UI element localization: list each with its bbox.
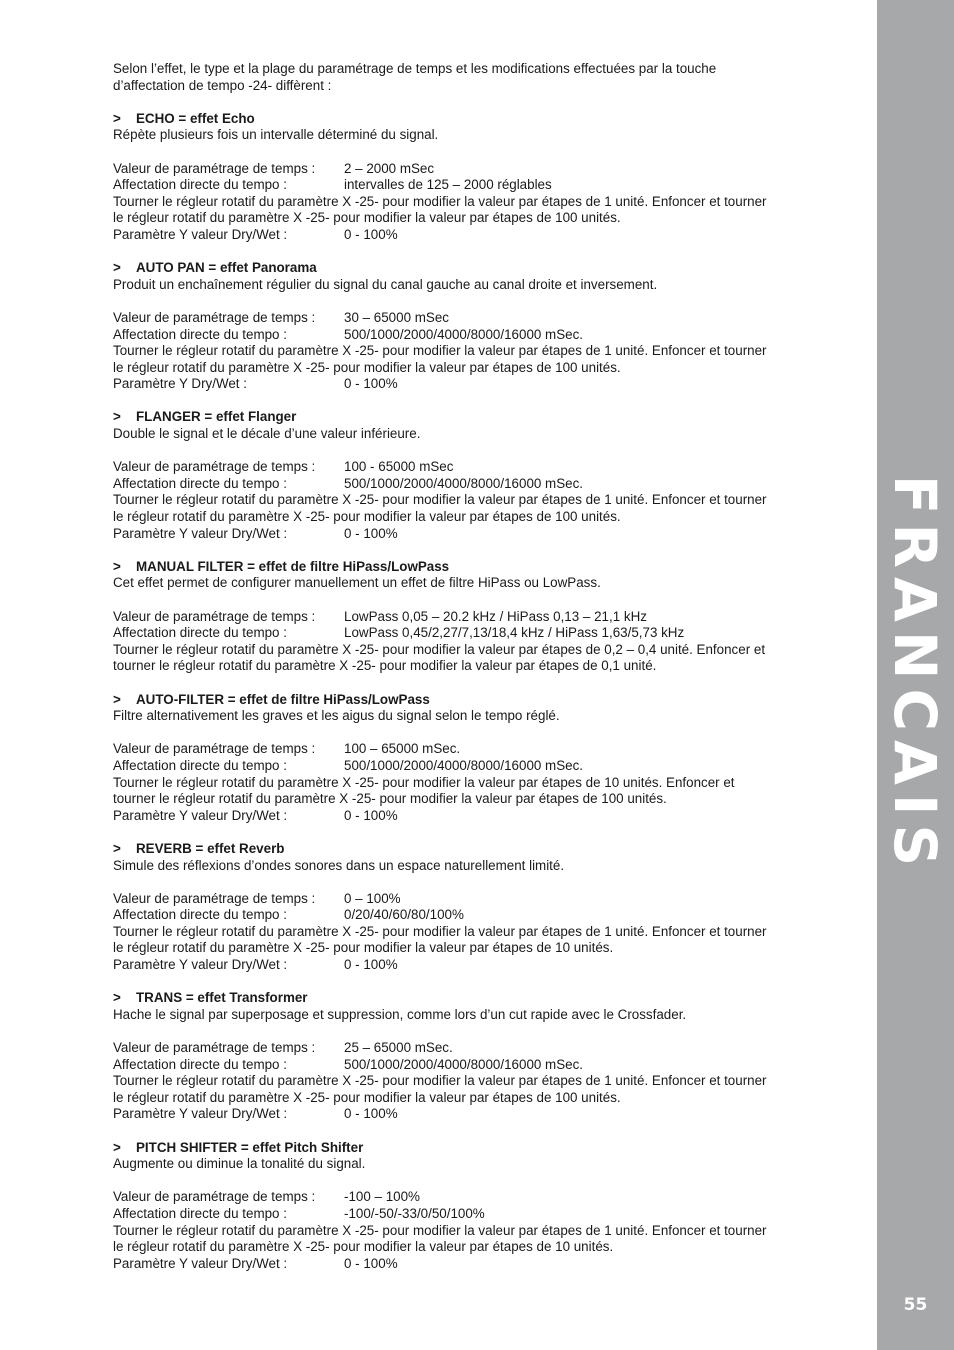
y-parameter-row	[113, 376, 778, 393]
effect-description: Cet effet permet de configurer manuellement un effet de filtre HiPass ou LowPass.	[113, 575, 601, 591]
sidebar-language-title: FRANCAIS	[881, 474, 949, 876]
parameter-value: -100 – 100%	[344, 1189, 420, 1205]
control-instructions: Tourner le régleur rotatif du paramètre X -25- pour modifier la valeur par étapes de 1 unité. Enfoncer et tourner le régleur rotatif du paramètre X -25- pour modifier la valeur par étapes de 100 unités.	[113, 492, 767, 525]
parameter-label: Affectation directe du tempo :	[113, 907, 287, 923]
parameter-value: 2 – 2000 mSec	[344, 160, 435, 176]
chevron-right-icon: >	[113, 840, 121, 856]
y-parameter-label: Paramètre Y valeur Dry/Wet :	[113, 525, 288, 541]
y-parameter-label: Paramètre Y Dry/Wet :	[113, 376, 247, 392]
control-instructions: Tourner le régleur rotatif du paramètre X -25- pour modifier la valeur par étapes de 0,2 – 0,4 unité. Enfoncer et tourner le régleur rotatif du paramètre X -25- pour modifier la valeur par étapes de 0,1 unité.	[113, 641, 766, 674]
parameter-label: Affectation directe du tempo :	[113, 177, 287, 193]
control-instructions: Tourner le régleur rotatif du paramètre X -25- pour modifier la valeur par étapes de 1 unité. Enfoncer et tourner le régleur rotatif du paramètre X -25- pour modifier la valeur par étapes de 10 unités.	[113, 923, 767, 956]
effect-description: Double le signal et le décale d’une valeur inférieure.	[113, 426, 421, 442]
parameter-row	[113, 459, 778, 476]
document-body	[113, 61, 778, 1289]
y-parameter-value: 0 - 100%	[344, 807, 398, 823]
parameter-label: Affectation directe du tempo :	[113, 1205, 287, 1221]
parameter-label: Affectation directe du tempo :	[113, 625, 287, 641]
parameter-value: intervalles de 125 – 2000 réglables	[344, 177, 552, 193]
control-instructions: Tourner le régleur rotatif du paramètre X -25- pour modifier la valeur par étapes de 1 unité. Enfoncer et tourner le régleur rotatif du paramètre X -25- pour modifier la valeur par étapes de 10 unités.	[113, 1222, 767, 1255]
page-number: 55	[903, 1295, 928, 1315]
y-parameter-row	[113, 1106, 778, 1123]
parameter-row	[113, 177, 778, 194]
y-parameter-label: Paramètre Y valeur Dry/Wet :	[113, 1106, 288, 1122]
parameter-label: Valeur de paramétrage de temps :	[113, 741, 316, 757]
parameter-row	[113, 625, 778, 642]
effect-heading-text: AUTO PAN = effet Panorama	[136, 260, 317, 276]
parameter-label: Valeur de paramétrage de temps :	[113, 1189, 316, 1205]
effect-heading	[113, 1140, 778, 1157]
effect-section	[113, 990, 778, 1123]
parameter-value: 0 – 100%	[344, 890, 401, 906]
parameter-row	[113, 1206, 778, 1223]
parameter-label: Affectation directe du tempo :	[113, 475, 287, 491]
parameter-row	[113, 907, 778, 924]
parameter-value: -100/-50/-33/0/50/100%	[344, 1205, 485, 1221]
effect-heading	[113, 692, 778, 709]
parameter-label: Valeur de paramétrage de temps :	[113, 890, 316, 906]
effect-heading-text: AUTO-FILTER = effet de filtre HiPass/LowPass	[136, 691, 430, 707]
y-parameter-label: Paramètre Y valeur Dry/Wet :	[113, 957, 288, 973]
parameter-row	[113, 609, 778, 626]
effect-heading	[113, 111, 778, 128]
y-parameter-row	[113, 227, 778, 244]
parameter-value: LowPass 0,05 – 20.2 kHz / HiPass 0,13 – 21,1 kHz	[344, 608, 647, 624]
y-parameter-label: Paramètre Y valeur Dry/Wet :	[113, 226, 288, 242]
parameter-row	[113, 310, 778, 327]
control-instructions: Tourner le régleur rotatif du paramètre X -25- pour modifier la valeur par étapes de 1 unité. Enfoncer et tourner le régleur rotatif du paramètre X -25- pour modifier la valeur par étapes de 100 unités.	[113, 343, 767, 375]
y-parameter-row	[113, 526, 778, 543]
effect-description: Filtre alternativement les graves et les aigus du signal selon le tempo réglé.	[113, 708, 560, 724]
chevron-right-icon: >	[113, 990, 121, 1006]
effect-description: Augmente ou diminue la tonalité du signal.	[113, 1156, 366, 1172]
y-parameter-row	[113, 808, 778, 825]
parameter-row	[113, 758, 778, 775]
parameter-label: Valeur de paramétrage de temps :	[113, 1040, 316, 1056]
parameter-row	[113, 891, 778, 908]
parameter-label: Affectation directe du tempo :	[113, 326, 287, 342]
effect-section	[113, 559, 778, 675]
control-instructions: Tourner le régleur rotatif du paramètre X -25- pour modifier la valeur par étapes de 1 unité. Enfoncer et tourner le régleur rotatif du paramètre X -25- pour modifier la valeur par étapes de 100 unités.	[113, 193, 767, 226]
effect-heading-text: MANUAL FILTER = effet de filtre HiPass/LowPass	[136, 558, 450, 574]
parameter-row	[113, 327, 778, 344]
effect-heading-text: PITCH SHIFTER = effet Pitch Shifter	[136, 1139, 364, 1155]
effect-description: Produit un enchaînement régulier du signal du canal gauche au canal droite et inversement.	[113, 276, 658, 292]
effect-heading	[113, 990, 778, 1007]
effect-heading	[113, 841, 778, 858]
parameter-row	[113, 161, 778, 178]
parameter-value: 100 – 65000 mSec.	[344, 741, 461, 757]
parameter-label: Affectation directe du tempo :	[113, 1056, 287, 1072]
chevron-right-icon: >	[113, 691, 121, 707]
chevron-right-icon: >	[113, 110, 121, 126]
language-sidebar	[877, 0, 954, 1350]
parameter-value: 0/20/40/60/80/100%	[344, 907, 464, 923]
parameter-row	[113, 1057, 778, 1074]
effect-heading-text: FLANGER = effet Flanger	[136, 409, 297, 425]
effect-heading-text: REVERB = effet Reverb	[136, 840, 285, 856]
parameter-label: Affectation directe du tempo :	[113, 757, 287, 773]
parameter-value: 500/1000/2000/4000/8000/16000 mSec.	[344, 475, 584, 491]
parameter-value: 500/1000/2000/4000/8000/16000 mSec.	[344, 326, 584, 342]
effect-description: Répète plusieurs fois un intervalle déterminé du signal.	[113, 127, 439, 143]
y-parameter-label: Paramètre Y valeur Dry/Wet :	[113, 1255, 288, 1271]
parameter-value: 500/1000/2000/4000/8000/16000 mSec.	[344, 1056, 584, 1072]
y-parameter-value: 0 - 100%	[344, 525, 398, 541]
effect-section	[113, 260, 778, 393]
chevron-right-icon: >	[113, 1139, 121, 1155]
effect-section	[113, 692, 778, 825]
y-parameter-value: 0 - 100%	[344, 376, 398, 392]
parameter-row	[113, 741, 778, 758]
effect-section	[113, 111, 778, 244]
intro-text: Selon l’effet, le type et la plage du paramétrage de temps et les modifications effectuées par la touche d’affectation de tempo -24- diffèrent :	[113, 61, 717, 93]
parameter-label: Valeur de paramétrage de temps :	[113, 309, 316, 325]
parameter-label: Valeur de paramétrage de temps :	[113, 160, 316, 176]
chevron-right-icon: >	[113, 558, 121, 574]
effect-description: Hache le signal par superposage et suppression, comme lors d’un cut rapide avec le Crossfader.	[113, 1006, 687, 1022]
y-parameter-value: 0 - 100%	[344, 957, 398, 973]
parameter-value: LowPass 0,45/2,27/7,13/18,4 kHz / HiPass 1,63/5,73 kHz	[344, 625, 685, 641]
effect-section	[113, 409, 778, 542]
parameter-row	[113, 1189, 778, 1206]
chevron-right-icon: >	[113, 260, 121, 276]
effect-heading	[113, 260, 778, 277]
parameter-label: Valeur de paramétrage de temps :	[113, 608, 316, 624]
parameter-row	[113, 476, 778, 493]
effect-heading	[113, 559, 778, 576]
effect-section	[113, 841, 778, 974]
effects-list	[113, 111, 778, 1273]
y-parameter-row	[113, 957, 778, 974]
y-parameter-row	[113, 1256, 778, 1273]
y-parameter-value: 0 - 100%	[344, 1255, 398, 1271]
parameter-label: Valeur de paramétrage de temps :	[113, 459, 316, 475]
effect-section	[113, 1140, 778, 1273]
parameter-row	[113, 1040, 778, 1057]
y-parameter-value: 0 - 100%	[344, 1106, 398, 1122]
control-instructions: Tourner le régleur rotatif du paramètre X -25- pour modifier la valeur par étapes de 1 unité. Enfoncer et tourner le régleur rotatif du paramètre X -25- pour modifier la valeur par étapes de 100 unités.	[113, 1073, 767, 1105]
effect-heading	[113, 409, 778, 426]
parameter-value: 100 - 65000 mSec	[344, 459, 454, 475]
effect-description: Simule des réflexions d’ondes sonores dans un espace naturellement limité.	[113, 857, 565, 873]
parameter-value: 25 – 65000 mSec.	[344, 1040, 453, 1056]
parameter-value: 500/1000/2000/4000/8000/16000 mSec.	[344, 757, 584, 773]
y-parameter-label: Paramètre Y valeur Dry/Wet :	[113, 807, 288, 823]
y-parameter-value: 0 - 100%	[344, 226, 398, 242]
control-instructions: Tourner le régleur rotatif du paramètre X -25- pour modifier la valeur par étapes de 10 unités. Enfoncer et tourner le régleur rotatif du paramètre X -25- pour modifier la valeur par étapes de 100 unités.	[113, 774, 735, 807]
effect-heading-text: ECHO = effet Echo	[136, 110, 255, 126]
parameter-value: 30 – 65000 mSec	[344, 309, 449, 325]
chevron-right-icon: >	[113, 409, 121, 425]
effect-heading-text: TRANS = effet Transformer	[136, 990, 308, 1006]
